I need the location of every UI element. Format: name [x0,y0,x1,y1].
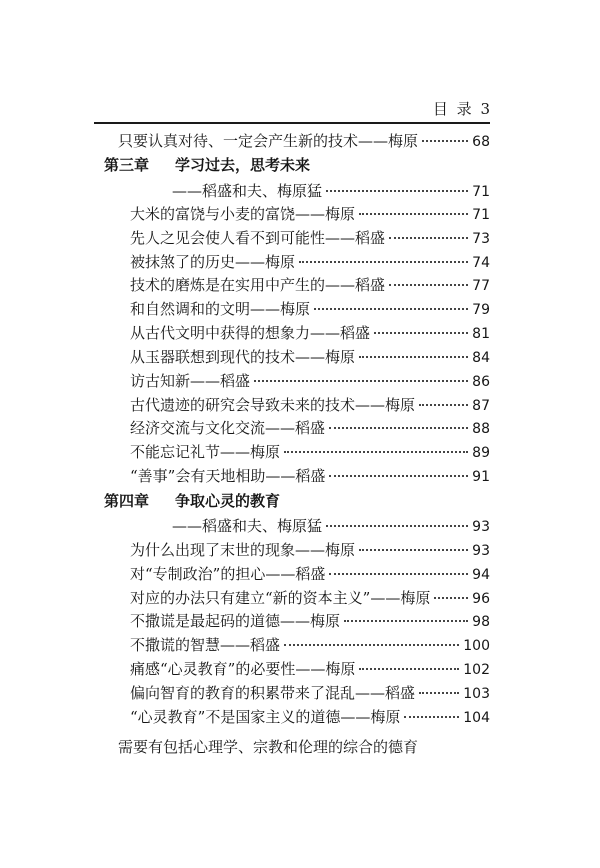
toc-entry-page: 104 [463,710,490,726]
toc-entry-title: 从玉器联想到现代的技术——梅原 [130,348,356,366]
toc-entry-title: 对“专制政治”的担心——稻盛 [130,565,326,583]
dot-leader [359,549,468,551]
chapter-heading[interactable] [104,154,310,175]
toc-entry[interactable] [130,658,490,680]
toc-entry-page: 103 [463,686,490,702]
dot-leader [404,716,459,718]
toc-entry[interactable] [130,203,490,225]
header-rule [94,122,490,124]
dot-leader [329,427,468,429]
toc-entry-title: 不撒谎是最起码的道德——梅原 [130,612,341,630]
toc-entry[interactable] [130,587,490,609]
dot-leader [284,644,459,646]
toc-entry-continued[interactable]: 需要有包括心理学、宗教和伦理的综合的德育 [118,738,419,756]
toc-entry-page: 98 [472,614,490,630]
dot-leader [254,380,468,382]
chapter-authors-text: ——稻盛和夫、梅原猛 [172,182,323,200]
toc-entry-page: 73 [472,231,490,247]
dot-leader [422,140,468,142]
chapter-title: 争取心灵的教育 [175,492,281,510]
toc-entry[interactable] [130,539,490,561]
toc-entry-page: 77 [472,278,490,294]
toc-entry-title: 痛感“心灵教育”的必要性——梅原 [130,660,356,678]
toc-entry-title: 不撒谎的智慧——稻盛 [130,636,281,654]
toc-entry-page: 102 [463,662,490,678]
dot-leader [434,597,468,599]
chapter-heading[interactable] [104,490,280,511]
dot-leader [374,332,468,334]
toc-entry-title: 经济交流与文化交流——稻盛 [130,419,326,437]
toc-entry-page: 81 [472,326,490,342]
toc-entry-page: 89 [472,445,490,461]
toc-entry-title: 被抹煞了的历史——梅原 [130,253,296,271]
running-head: 目 录 3 [432,100,492,118]
dot-leader [299,261,468,263]
chapter-authors-page: 71 [472,184,490,200]
toc-entry-title: 访古知新——稻盛 [130,372,251,390]
toc-entry[interactable] [130,298,490,320]
toc-entry-page: 79 [472,302,490,318]
dot-leader [344,620,468,622]
toc-entry[interactable] [118,130,490,152]
dot-leader [359,668,459,670]
toc-entry[interactable] [130,251,490,273]
toc-entry-title: 为什么出现了末世的现象——梅原 [130,541,356,559]
toc-entry-page: 87 [472,398,490,414]
dot-leader [326,190,468,192]
toc-entry-title: 偏向智育的教育的积累带来了混乱——稻盛 [130,684,416,702]
toc-entry-page: 91 [472,469,490,485]
toc-entry[interactable] [130,682,490,704]
toc-entry[interactable] [130,394,490,416]
dot-leader [326,525,468,527]
chapter-authors [172,180,490,202]
chapter-authors-text: ——稻盛和夫、梅原猛 [172,517,323,535]
toc-entry-title: 先人之见会使人看不到可能性——稻盛 [130,229,386,247]
toc-entry-page: 68 [472,134,490,150]
toc-entry-page: 96 [472,591,490,607]
toc-entry-page: 86 [472,374,490,390]
chapter-authors [172,515,490,537]
toc-entry-page: 84 [472,350,490,366]
dot-leader [419,692,459,694]
toc-entry-page: 88 [472,421,490,437]
toc-entry-page: 94 [472,567,490,583]
dot-leader [389,284,468,286]
dot-leader [359,356,468,358]
dot-leader [329,475,468,477]
toc-entry[interactable] [130,227,490,249]
toc-entry-title: 技术的磨炼是在实用中产生的——稻盛 [130,276,386,294]
dot-leader [389,237,468,239]
toc-entry[interactable] [130,274,490,296]
chapter-label: 第三章 [104,156,150,174]
toc-entry-page: 74 [472,255,490,271]
toc-entry-title: 从古代文明中获得的想象力——稻盛 [130,324,371,342]
toc-entry-title: 只要认真对待、一定会产生新的技术——梅原 [118,132,419,150]
toc-entry-title: 不能忘记礼节——梅原 [130,443,281,461]
dot-leader [359,213,468,215]
toc-entry[interactable] [130,346,490,368]
toc-entry-page: 71 [472,207,490,223]
dot-leader [284,451,468,453]
dot-leader [314,308,468,310]
toc-entry-title: “心灵教育”不是国家主义的道德——梅原 [130,708,401,726]
chapter-authors-page: 93 [472,519,490,535]
toc-entry[interactable] [130,441,490,463]
toc-entry[interactable] [130,706,490,728]
dot-leader [329,573,468,575]
chapter-title: 学习过去，思考未来 [175,156,311,174]
toc-entry-title: 对应的办法只有建立“新的资本主义”——梅原 [130,589,431,607]
toc-entry-page: 93 [472,543,490,559]
toc-entry-page: 100 [463,638,490,654]
toc-entry[interactable] [130,370,490,392]
toc-entry[interactable] [130,563,490,585]
toc-entry[interactable] [130,417,490,439]
chapter-label: 第四章 [104,492,150,510]
toc-entry-title: 大米的富饶与小麦的富饶——梅原 [130,205,356,223]
toc-entry[interactable] [130,465,490,487]
toc-entry[interactable] [130,610,490,632]
dot-leader [419,404,468,406]
toc-entry-title: 和自然调和的文明——梅原 [130,300,311,318]
toc-entry[interactable] [130,634,490,656]
toc-entry[interactable] [130,322,490,344]
toc-entry-title: 古代遗迹的研究会导致未来的技术——梅原 [130,396,416,414]
toc-entry-title: “善事”会有天地相助——稻盛 [130,467,326,485]
